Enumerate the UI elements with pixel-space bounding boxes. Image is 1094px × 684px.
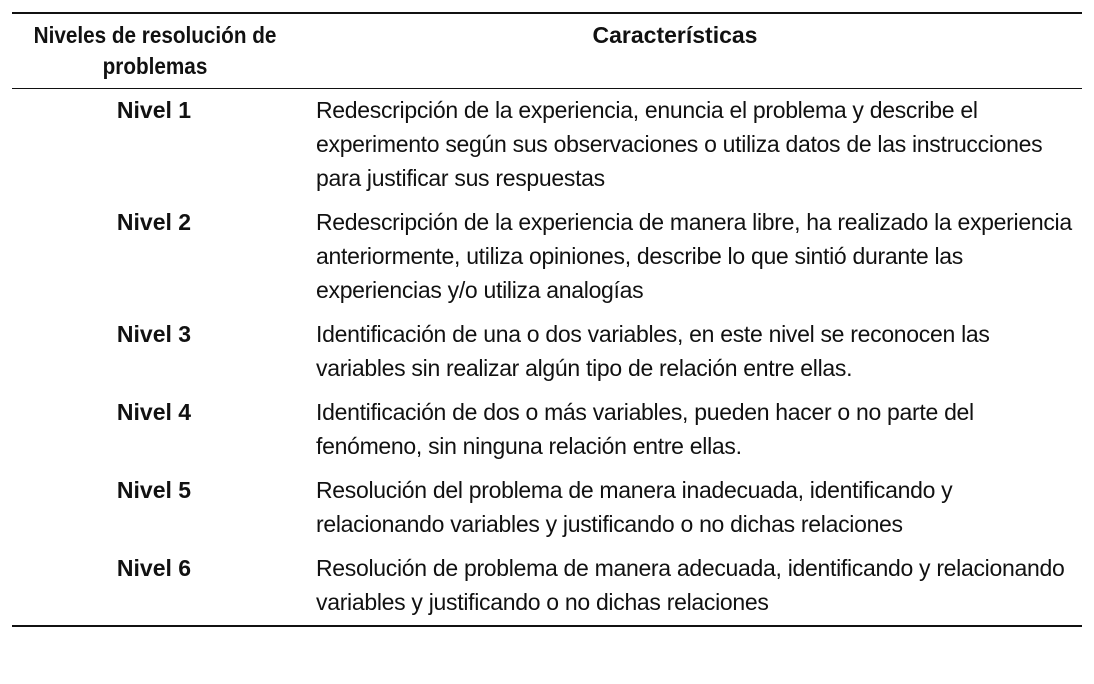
bottom-rule	[12, 625, 1082, 627]
table-row	[12, 317, 1082, 385]
row-description: Identificación de dos o más variables, pueden hacer o no parte del fenómeno, sin ninguna relación entre ellas.	[316, 399, 974, 459]
table-row	[12, 395, 1082, 463]
header-characteristics: Características	[592, 22, 758, 48]
row-description: Redescripción de la experiencia, enuncia el problema y describe el experimento según sus observaciones o utiliza datos de las instrucciones para justificar sus respuestas	[316, 97, 1043, 191]
row-description: Resolución del problema de manera inadecuada, identificando y relacionando variables y justificando o no dichas relaciones	[316, 477, 953, 537]
row-description: Identificación de una o dos variables, en este nivel se reconocen las variables sin realizar algún tipo de relación entre ellas.	[316, 321, 990, 381]
table-body	[12, 89, 1082, 625]
row-description: Resolución de problema de manera adecuada, identificando y relacionando variables y justificando o no dichas relaciones	[316, 555, 1065, 615]
table-row	[12, 93, 1082, 195]
table-row	[12, 205, 1082, 307]
levels-table	[12, 12, 1082, 627]
row-level: Nivel 5	[116, 477, 192, 503]
row-level: Nivel 2	[116, 209, 192, 235]
row-description: Redescripción de la experiencia de manera libre, ha realizado la experiencia anteriormente, utiliza opiniones, describe lo que sintió durante las experiencias y/o utiliza analogías	[316, 209, 1072, 303]
table-row	[12, 551, 1082, 619]
header-levels: Niveles de resolución de problemas	[33, 22, 277, 79]
row-level: Nivel 6	[116, 555, 192, 581]
row-level: Nivel 1	[116, 97, 192, 123]
table-row	[12, 473, 1082, 541]
table-header	[12, 14, 1082, 88]
row-level: Nivel 4	[116, 399, 192, 425]
row-level: Nivel 3	[116, 321, 192, 347]
